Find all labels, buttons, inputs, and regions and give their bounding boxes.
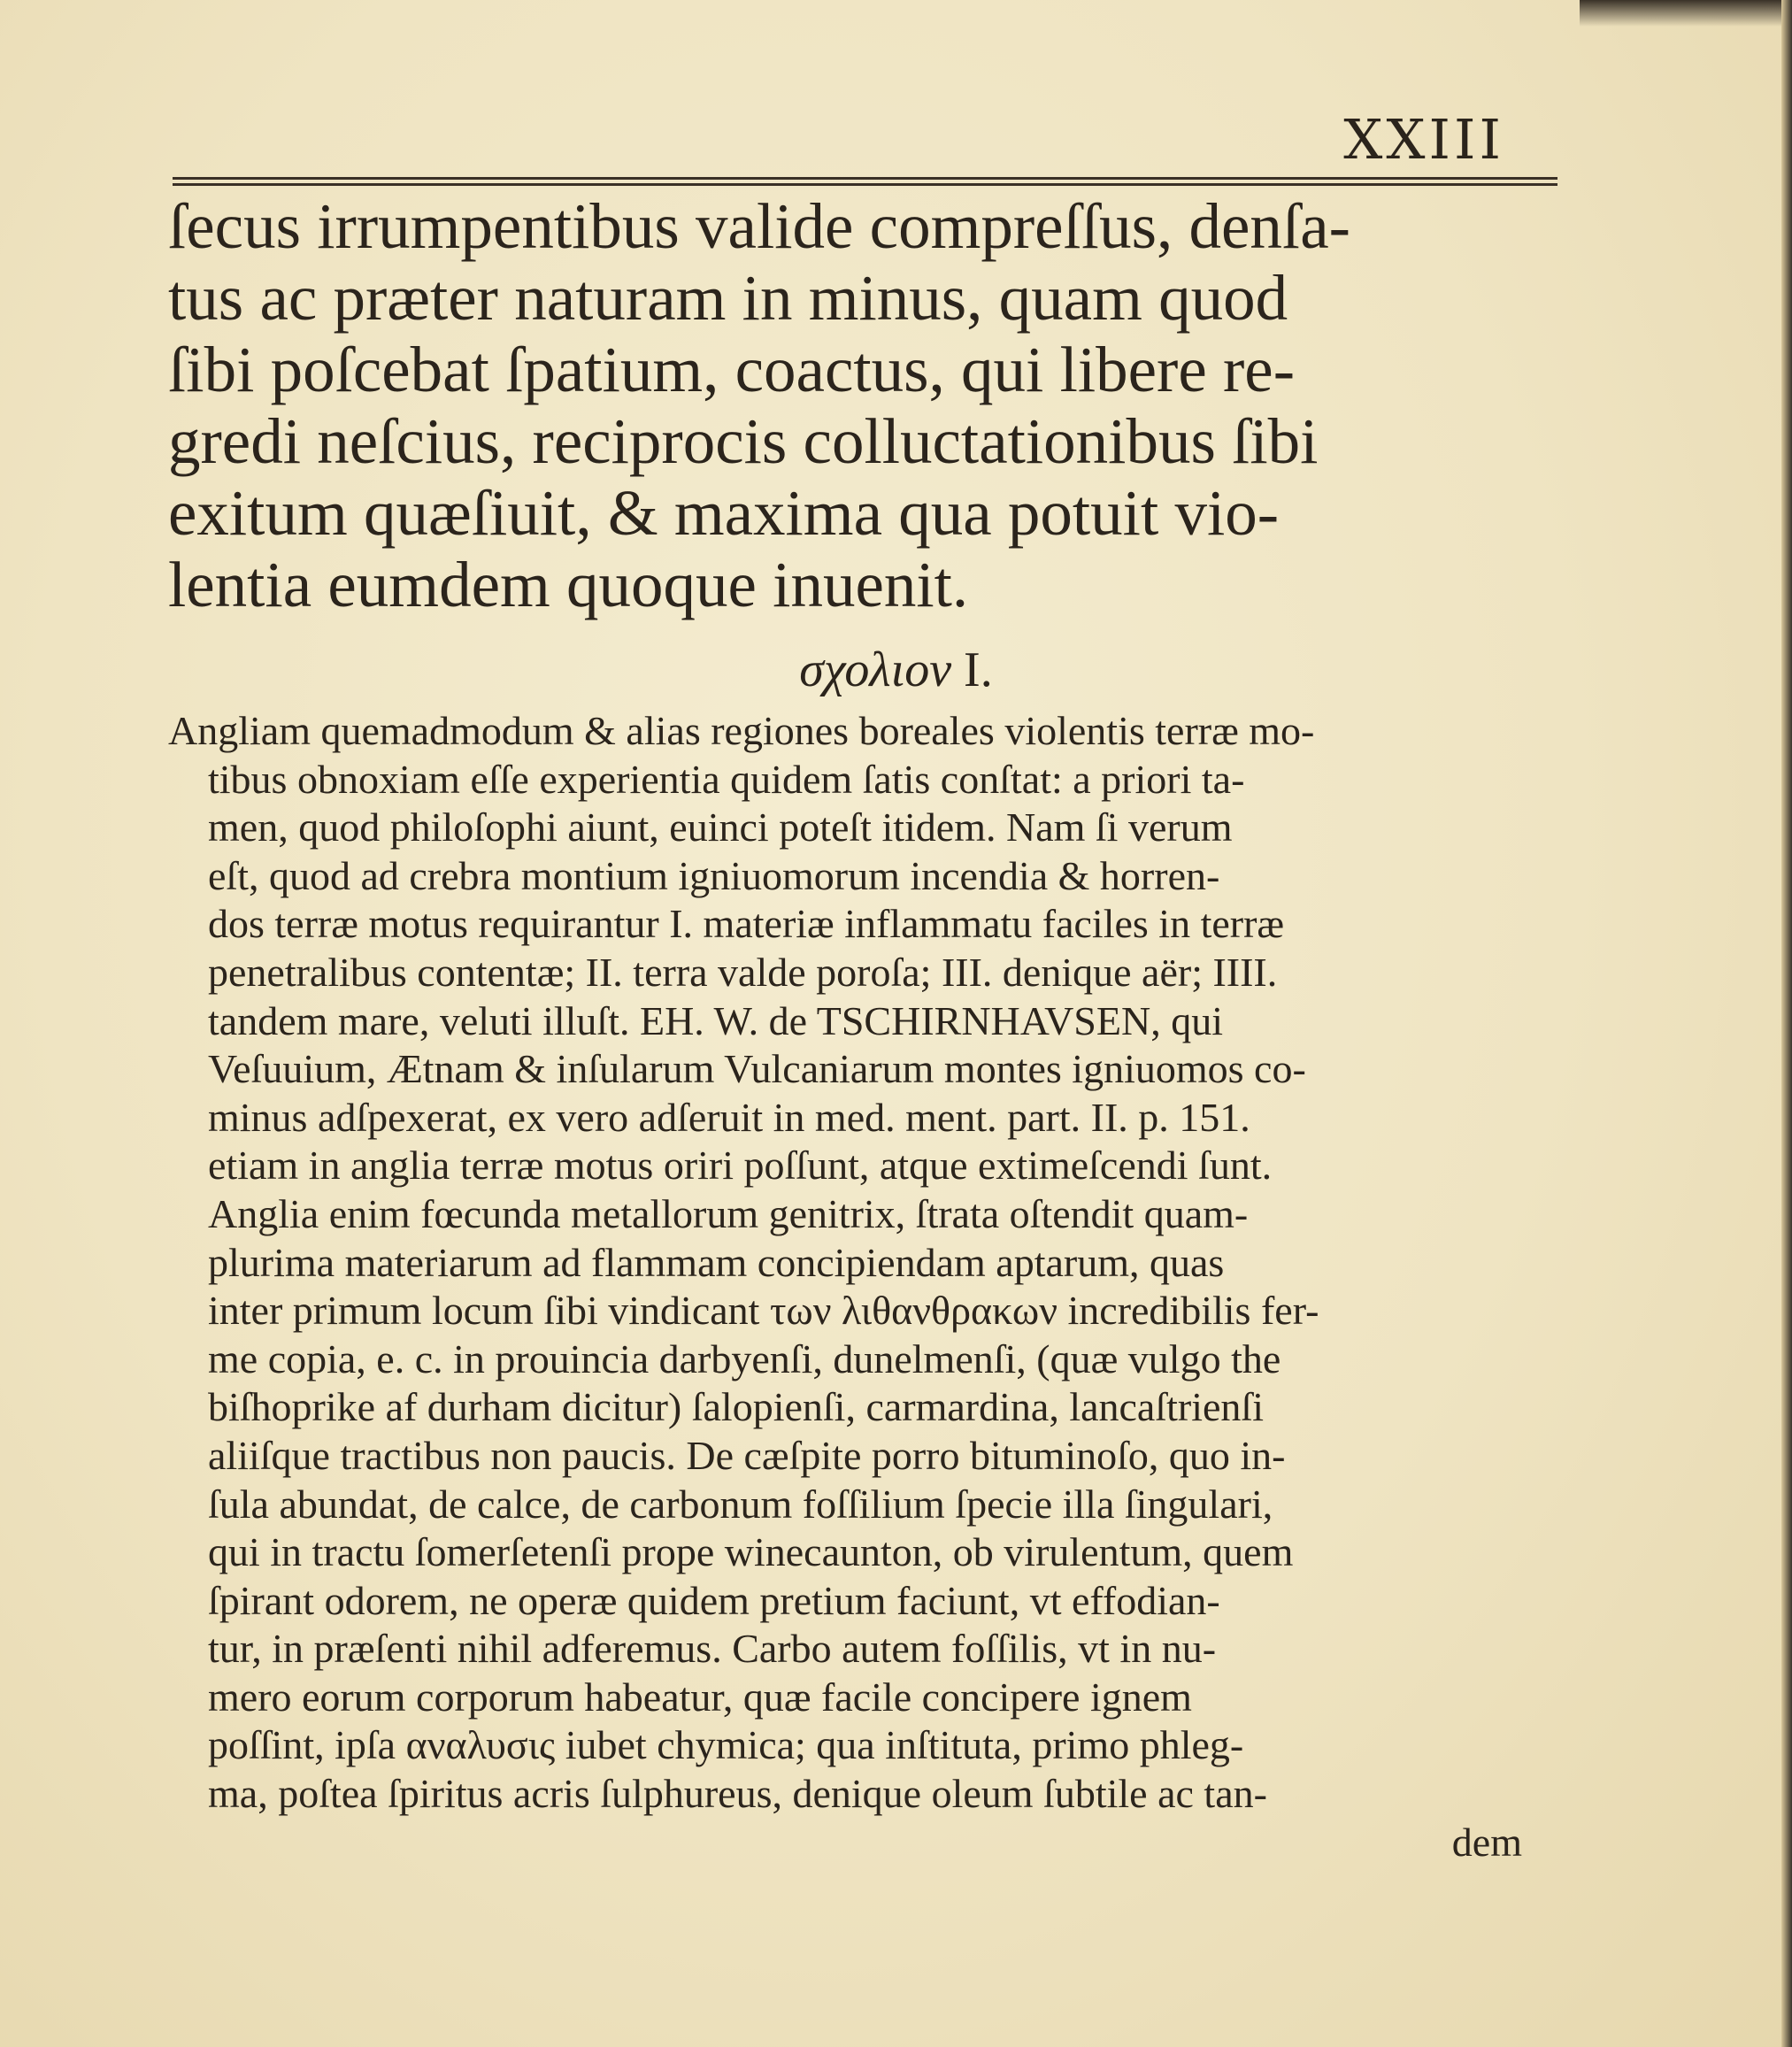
text-line: etiam in anglia terræ motus oriri poſſunt, atque extimeſcendi ſunt. [208, 1143, 1273, 1189]
page-edge-shadow [1781, 0, 1792, 2047]
scholion-paragraph [168, 707, 1566, 1866]
text-line: men, quod philoſophi aiunt, euinci poteſt itidem. Nam ſi verum [208, 804, 1233, 850]
text-line: Angliam quemadmodum & alias regiones boreales violentis terræ mo- [168, 708, 1315, 753]
page-number: XXIII [1343, 107, 1504, 172]
text-line: ſecus irrumpentibus valide compreſſus, denſa- [168, 190, 1350, 262]
lead-paragraph [168, 190, 1566, 620]
text-line: tibus obnoxiam eſſe experientia quidem ſatis conſtat: a priori ta- [208, 756, 1245, 802]
text-line: gredi neſcius, reciprocis colluctationibus ſibi [168, 405, 1319, 477]
text-line: ſpirant odorem, ne operæ quidem pretium faciunt, vt effodian- [208, 1577, 1220, 1623]
text-line: aliiſque tractibus non paucis. De cæſpite porro bituminoſo, quo in- [208, 1432, 1286, 1478]
text-line: poſſint, ipſa αναλυσις iubet chymica; qua inſtituta, primo phleg- [208, 1722, 1244, 1768]
text-line: tandem mare, veluti illuſt. EH. W. de TSCHIRNHAVSEN, qui [208, 997, 1223, 1043]
text-line: exitum quæſiuit, & maxima qua potuit vio- [168, 477, 1280, 549]
text-line: tus ac præter naturam in minus, quam quod [168, 262, 1288, 334]
text-line: biſhoprike af durham dicitur) ſalopienſi, carmardina, lancaſtrienſi [208, 1384, 1264, 1430]
text-line: eſt, quod ad crebra montium igniuomorum incendia & horren- [208, 852, 1220, 898]
catchword: dem [1451, 1819, 1522, 1865]
text-line: penetralibus contentæ; II. terra valde poroſa; III. denique aër; IIII. [208, 949, 1278, 995]
text-line: ma, poſtea ſpiritus acris ſulphureus, denique oleum ſubtile ac tan- [208, 1771, 1267, 1817]
scholion-number: I. [964, 643, 993, 697]
text-line: ſula abundat, de calce, de carbonum foſſilium ſpecie illa ſingulari, [208, 1481, 1273, 1527]
text-line: plurima materiarum ad flammam concipiendam aptarum, quas [208, 1239, 1225, 1285]
text-line: lentia eumdem quoque inuenit. [168, 549, 969, 620]
page-shadow-top [1580, 0, 1792, 27]
header-double-rule [173, 177, 1557, 186]
text-line: dos terræ motus requirantur I. materiæ inflammatu faciles in terræ [208, 901, 1285, 947]
scholion-heading [0, 639, 1792, 701]
text-line: Veſuuium, Ætnam & inſularum Vulcaniarum montes igniuomos co- [208, 1046, 1306, 1092]
text-line: mero eorum corporum habeatur, quæ facile concipere ignem [208, 1674, 1192, 1720]
text-line: qui in tractu ſomerſetenſi prope winecaunton, ob virulentum, quem [208, 1529, 1294, 1575]
scholion-greek: σχολιον [799, 643, 952, 697]
text-line: inter primum locum ſibi vindicant των λιθανθρακων incredibilis fer- [208, 1288, 1319, 1334]
text-line: minus adſpexerat, ex vero adſeruit in med. ment. part. II. p. 151. [208, 1094, 1250, 1140]
text-line: tur, in præſenti nihil adferemus. Carbo autem foſſilis, vt in nu- [208, 1626, 1217, 1672]
text-line: me copia, e. c. in prouincia darbyenſi, dunelmenſi, (quæ vulgo the [208, 1335, 1281, 1381]
text-line: Anglia enim fœcunda metallorum genitrix, ſtrata oſtendit quam- [208, 1190, 1249, 1236]
text-line: ſibi poſcebat ſpatium, coactus, qui libere re- [168, 334, 1296, 405]
